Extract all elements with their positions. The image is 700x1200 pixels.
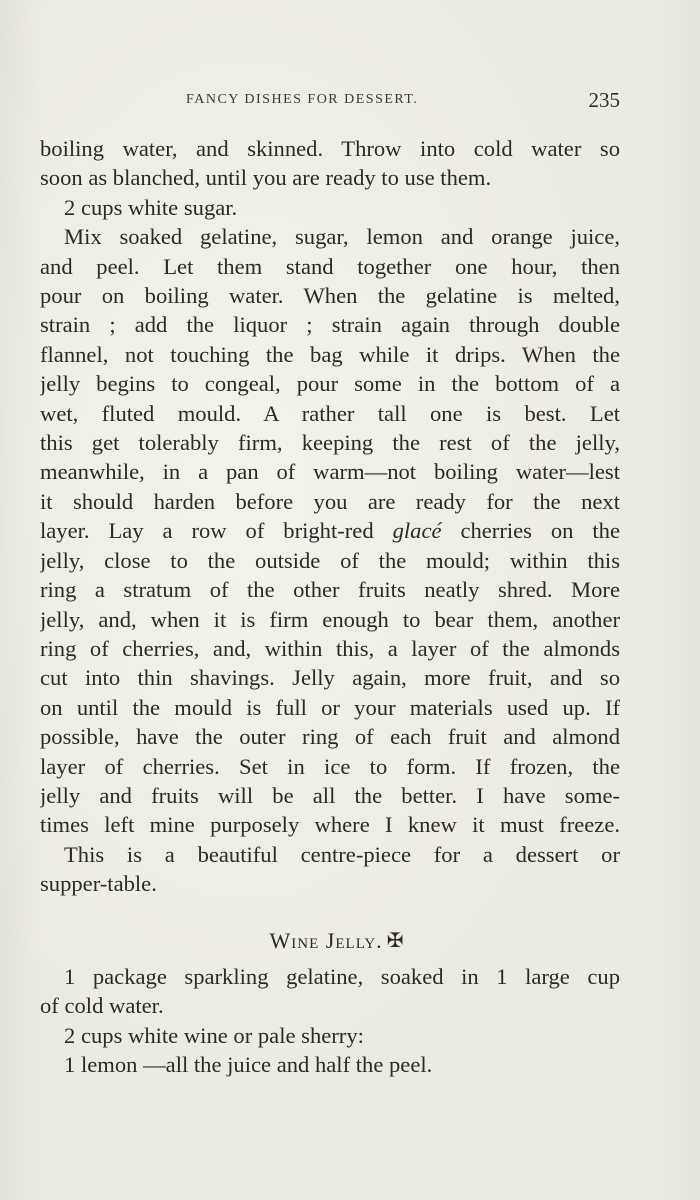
page-number: 235 [588, 88, 620, 112]
recipe-title: Wine Jelly. [269, 927, 383, 953]
text-line: and peel. Let them stand together one hour, then [40, 253, 620, 279]
text-line: it should harden before you are ready for the next [40, 488, 620, 514]
running-title: FANCY DISHES FOR DESSERT. [186, 92, 419, 107]
text-line: jelly, close to the outside of the mould; within this [40, 547, 620, 573]
text-line: Mix soaked gelatine, sugar, lemon and orange juice, [64, 224, 620, 250]
text-line: layer of cherries. Set in ice to form. If frozen, the [40, 753, 620, 779]
recipe-heading [40, 926, 620, 956]
text-line: possible, have the outer ring of each fruit and almond [40, 724, 620, 750]
italic-word: glacé [392, 518, 442, 544]
text-segment: layer. Lay a row of bright-red [40, 518, 374, 544]
text-line: on until the mould is full or your materials used up. If [40, 694, 620, 720]
text-line: ring a stratum of the other fruits neatly shred. More [40, 577, 620, 603]
text-line: this get tolerably firm, keeping the rest of the jelly, [40, 430, 620, 456]
text-line: jelly, and, when it is firm enough to bear them, another [40, 606, 620, 632]
text-line: cut into thin shavings. Jelly again, more fruit, and so [40, 665, 620, 691]
text-segment: cherries on the [460, 518, 620, 544]
text-line: jelly begins to congeal, pour some in the bottom of a [40, 371, 620, 397]
text-line: 2 cups white sugar. [64, 194, 238, 220]
text-line: 1 package sparkling gelatine, soaked in 1 large cup [64, 963, 620, 989]
text-line: supper-table. [40, 871, 157, 897]
text-line: ring of cherries, and, within this, a layer of the almonds [40, 635, 620, 661]
text-line: 2 cups white wine or pale sherry: [64, 1022, 364, 1048]
section-gap [40, 899, 620, 926]
maltese-cross-icon: ✠ [386, 929, 405, 952]
text-line: wet, fluted mould. A rather tall one is best. Let [40, 400, 620, 426]
text-line: This is a beautiful centre-piece for a dessert or [64, 841, 620, 867]
text-line: flannel, not touching the bag while it drips. When the [40, 341, 620, 367]
text-line: pour on boiling water. When the gelatine is melted, [40, 283, 620, 309]
text-line: boiling water, and skinned. Throw into cold water so [40, 136, 620, 161]
text-line: soon as blanched, until you are ready to use them. [40, 165, 492, 191]
page-body [40, 134, 620, 1080]
text-line: 1 lemon —all the juice and half the peel. [64, 1052, 433, 1078]
text-line [40, 516, 620, 545]
text-line: of cold water. [40, 993, 164, 1019]
text-line: jelly and fruits will be all the better. I have some- [40, 782, 620, 808]
text-line: meanwhile, in a pan of warm—not boiling water—lest [40, 459, 620, 485]
text-line: strain ; add the liquor ; strain again through double [40, 312, 620, 338]
page-header [38, 88, 620, 116]
text-line: times left mine purposely where I knew it must freeze. [40, 812, 620, 838]
